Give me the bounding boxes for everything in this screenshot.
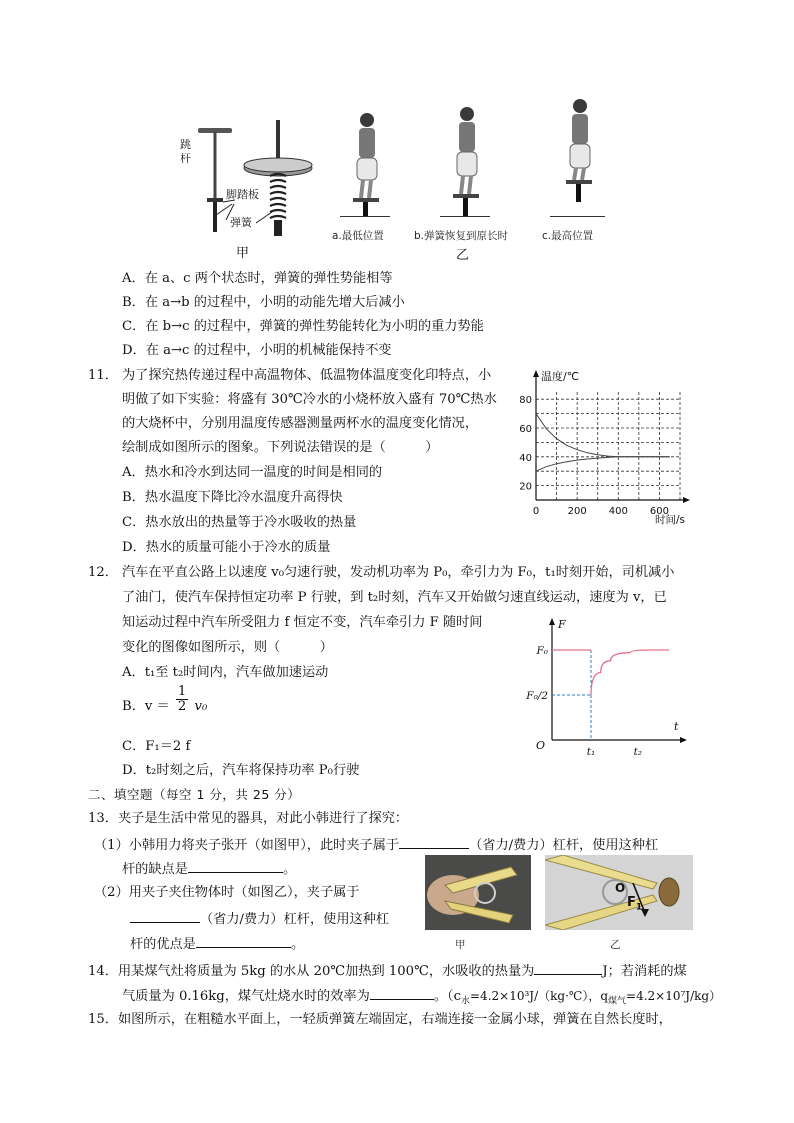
q13-part1-text-a: （1）小韩用力将夹子张开（如图甲），此时夹子属于 [94, 838, 400, 853]
force-chart-x-arrow [680, 737, 687, 743]
coin-object [659, 878, 679, 906]
q13-part2-text-b: （省力/费力）杠杆，使用这种杠 [200, 912, 390, 927]
boy-position-c [558, 96, 598, 216]
q13-part1-line2 [122, 859, 296, 879]
q12-option-b-prefix: B．v ＝ [122, 699, 170, 714]
temperature-chart-ylabel: 温度/℃ [541, 370, 580, 383]
q13-blank-4[interactable] [196, 934, 291, 948]
q12-line-1: 汽车在平直公路上以速度 v₀匀速行驶，发动机功率为 P₀，牵引力为 F₀，t₁时刻开始，司机减小 [122, 565, 675, 580]
pogo-label-gan: 杆 [180, 152, 191, 165]
ground-line-b [440, 216, 490, 217]
q13-part1-line1 [94, 835, 658, 855]
clip-photo-yi [545, 855, 693, 930]
q12-option-b-numerator: 1 [177, 684, 187, 699]
q13-blank-3[interactable] [130, 909, 200, 923]
clip-label-f-sub: 1 [635, 902, 643, 913]
force-ytick-half: F₀/2 [526, 690, 548, 702]
q13-stem: 13．夹子是生活中常见的器具，对此小韩进行了探究： [88, 811, 409, 826]
clip-photo-yi-label: 乙 [610, 939, 621, 951]
q13-blank-2[interactable] [188, 859, 283, 873]
q15-line1: 15．如图所示，在粗糙水平面上，一轻质弹簧左端固定，右端连接一金属小球，弹簧在自然长度时， [88, 1012, 672, 1027]
temp-xtick-label: 200 [567, 506, 587, 517]
q12-option-b-suffix: v₀ [194, 699, 208, 714]
force-ytick-f0: F₀ [536, 645, 548, 657]
force-chart-xlabel: t [674, 720, 679, 733]
temp-ytick-label: 60 [519, 424, 532, 435]
q13-part2-line2 [130, 909, 389, 929]
temp-xtick-label: 0 [532, 506, 540, 517]
clip-jia-illustration [425, 855, 531, 930]
q12-number: 12． [88, 565, 118, 580]
q12-option-c: C．F₁＝2 f [122, 739, 191, 754]
q13-part1-text-c: 杆的缺点是 [122, 862, 188, 877]
q14-text-f: =4.2×10⁷J/kg） [626, 989, 722, 1003]
q14-line2 [122, 986, 721, 1011]
q10-option-c: C．在 b→c 的过程中，弹簧的弹性势能转化为小明的重力势能 [122, 319, 484, 334]
force-time-chart [510, 612, 690, 762]
boy-position-a [345, 110, 385, 230]
force-xtick-t2: t₂ [633, 746, 643, 758]
q14-text-a: 14．用某煤气灶将质量为 5kg 的水从 20℃加热到 100℃，水吸收的热量为 [88, 964, 535, 979]
section-2-title: 二、填空题（每空 1 分，共 25 分） [88, 787, 301, 802]
q14-text-c: 气质量为 0.16kg，煤气灶烧水时的效率为 [122, 989, 370, 1004]
q13-part2-text-d: 。 [290, 937, 305, 952]
temp-ytick-label: 40 [519, 452, 532, 464]
temperature-chart-x-arrow [683, 497, 690, 503]
q14-sub-water: 水 [460, 996, 470, 1007]
force-chart-origin: O [536, 739, 546, 752]
pogo-label-tiao: 跳 [180, 138, 191, 151]
clip-label-f: F [627, 895, 636, 910]
temperature-chart [515, 362, 695, 532]
pogo-stick-diagram [190, 120, 330, 250]
q12-option-a: A．t₁至 t₂时间内，汽车做加速运动 [122, 665, 329, 680]
temp-ytick-label: 80 [519, 395, 532, 407]
q13-part2-line3 [130, 934, 304, 954]
q11-option-b: B．热水温度下降比冷水温度升高得快 [122, 490, 343, 505]
ground-line-c [550, 216, 605, 217]
clip-label-o: O [615, 881, 626, 895]
q11-number: 11． [88, 368, 118, 383]
q14-blank-1[interactable] [534, 961, 602, 975]
force-chart-y-arrow [549, 618, 555, 625]
caption-a: a.最低位置 [332, 230, 384, 242]
q11-option-d: D．热水的质量可能小于冷水的质量 [122, 540, 331, 555]
temp-xtick-label: 400 [608, 506, 628, 517]
q11-stem-line-1: 为了探究热传递过程中高温物体、低温物体温度变化印特点，小 [122, 368, 492, 383]
temperature-chart-grid [536, 392, 680, 500]
clip-photo-jia [425, 855, 531, 930]
q11-stem-line-3: 的大烧杯中，分别用温度传感器测量两杯水的温度变化情况， [122, 416, 479, 431]
force-chart-ylabel: F [558, 618, 566, 631]
q13-part2-text-c: 杆的优点是 [130, 937, 196, 952]
pogo-label-footplate: 脚踏板 [226, 188, 259, 201]
clip-photo-jia-label: 甲 [455, 939, 466, 951]
q12-option-b-fraction [176, 685, 188, 714]
q12-line-3: 知运动过程中汽车所受阻力 f 恒定不变，汽车牵引力 F 随时间 [122, 615, 483, 630]
force-curve [552, 650, 669, 695]
figure-label-jia: 甲 [236, 246, 250, 261]
q12-option-b [122, 684, 208, 716]
q12-option-b-denominator: 2 [177, 699, 187, 714]
caption-c: c.最高位置 [542, 230, 594, 242]
q12-option-d: D．t₂时刻之后，汽车将保持功率 P₀行驶 [122, 763, 360, 778]
q14-sub-gas: 煤气 [608, 996, 627, 1007]
q14-blank-2[interactable] [370, 986, 434, 1000]
q14-text-d: 。（c [433, 989, 461, 1004]
temp-ytick-label: 20 [519, 481, 532, 493]
q10-option-d: D．在 a→c 的过程中，小明的机械能保持不变 [122, 343, 392, 358]
temperature-chart-y-arrow [533, 370, 539, 377]
q14-text-b: J；若消耗的煤 [602, 964, 687, 979]
figure-label-yi: 乙 [456, 248, 470, 263]
caption-b: b.弹簧恢复到原长时 [414, 230, 509, 242]
q13-part1-text-b: （省力/费力）杠杆，使用这种杠 [469, 838, 659, 853]
pogo-label-spring: 弹簧 [230, 216, 252, 229]
boy-position-b [445, 104, 485, 224]
q10-option-a: A．在 a、c 两个状态时，弹簧的弹性势能相等 [122, 271, 393, 286]
q11-stem-line-2: 明做了如下实验：将盛有 30℃冷水的小烧杯放入盛有 70℃热水 [122, 392, 497, 407]
force-xtick-t1: t₁ [586, 746, 596, 758]
q10-figure [180, 92, 620, 263]
q13-part2-line1: （2）用夹子夹住物体时（如图乙），夹子属于 [94, 885, 360, 900]
q13-blank-1[interactable] [399, 835, 469, 849]
hot-water-curve [536, 414, 670, 457]
ground-line-a [340, 216, 390, 217]
temperature-chart-xlabel: 时间/s [655, 514, 686, 526]
temp-xtick-label: 600 [649, 506, 669, 517]
q14-line1 [88, 961, 687, 981]
q12-line-4: 变化的图像如图所示，则（ ） [122, 640, 333, 655]
q11-stem-line-4: 绘制成如图所示的图象。下列说法错误的是（ ） [122, 440, 439, 455]
clip-label-f1 [627, 895, 642, 913]
q12-line-2: 了油门，使汽车保持恒定功率 P 行驶，到 t₂时刻，汽车又开始做匀速直线运动，速度为 v，已 [122, 590, 667, 605]
q11-option-c: C．热水放出的热量等于冷水吸收的热量 [122, 515, 357, 530]
q13-part1-text-d: 。 [282, 862, 297, 877]
q10-option-b: B．在 a→b 的过程中，小明的动能先增大后减小 [122, 295, 405, 310]
cold-water-curve [536, 457, 670, 471]
q11-option-a: A．热水和冷水到达同一温度的时间是相同的 [122, 465, 383, 480]
q14-text-e: =4.2×10³J/（kg·℃），q [470, 989, 609, 1003]
